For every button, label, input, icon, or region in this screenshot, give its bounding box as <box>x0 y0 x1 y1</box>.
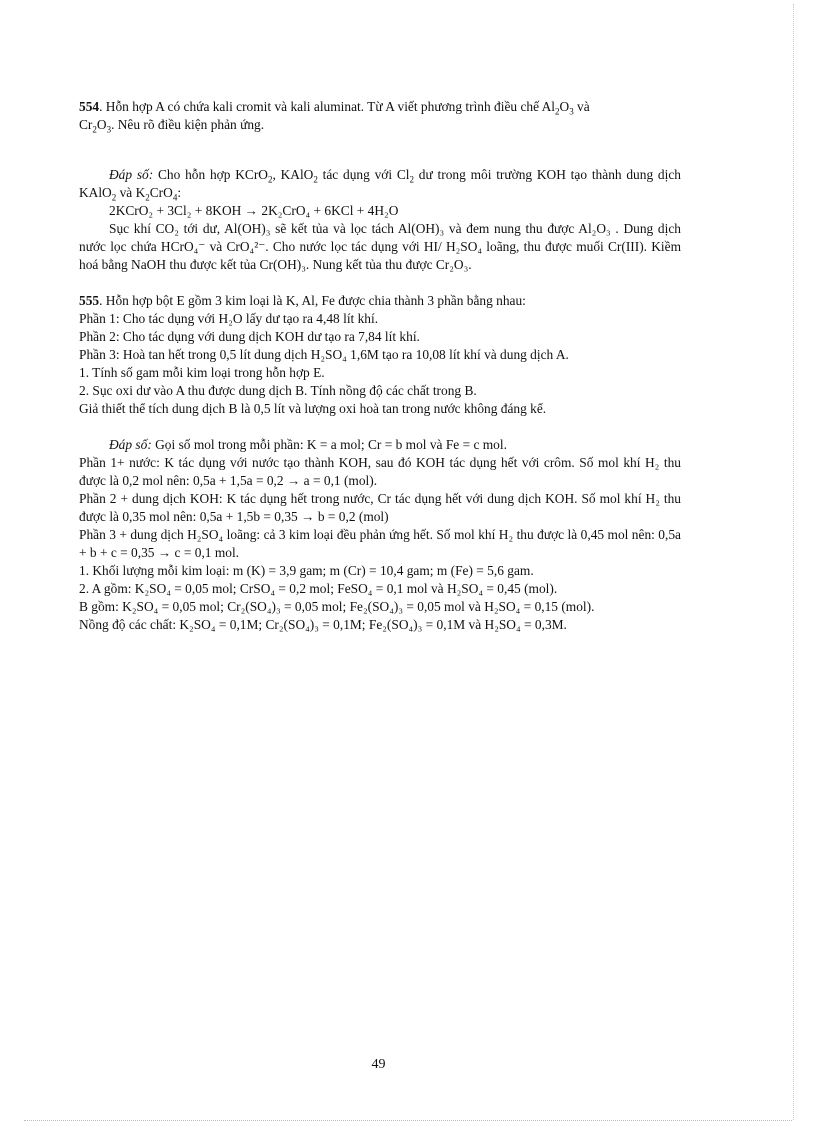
answer-text: Cho hỗn hợp KCrO <box>153 167 268 182</box>
answer-text: tác dụng với Cl <box>317 167 410 182</box>
problem-text: . Hỗn hợp bột E gồm 3 kim loại là K, Al, Fe được chia thành 3 phần bằng nhau: <box>99 293 526 308</box>
answer-555-line: 2. A gồm: K₂SO₄ = 0,05 mol; CrSO₄ = 0,2 mol; FeSO₄ = 0,1 mol và H₂SO₄ = 0,45 (mol). <box>79 581 558 596</box>
answer-555-line: Phần 3 + dung dịch H₂SO₄ loãng: cả 3 kim loại đều phản ứng hết. Số mol khí H₂ thu được là 0,45 mol nên: 0,5a + b + c = 0,35 → c = 0,1 mol. <box>79 527 681 560</box>
answer-554-intro: Đáp số: Cho hỗn hợp KCrO$_2$, KAlO$_2$ tác dụng với $Cl_2$ dư trong môi trường KOH tạo thành dung dịch KAlO$_2$ và $K_2CrO_4$: <box>79 167 681 203</box>
problem-text-tail: và <box>573 99 590 114</box>
answer-text: và K <box>116 185 146 200</box>
problem-554-statement: 554. Hỗn hợp A có chứa kali cromit và kali aluminat. Từ A viết phương trình điều chế $Al_2O_3$ và $Cr_2O_3$. Nêu rõ điều kiện phản ứng. <box>79 99 590 135</box>
problem-555-statement-line: Phần 3: Hoà tan hết trong 0,5 lít dung dịch H₂SO₄ 1,6M tạo ra 10,08 lít khí và dung dịch A. <box>79 347 569 362</box>
page-number: 49 <box>371 1057 386 1072</box>
page-edge-bottom <box>24 1120 792 1121</box>
answer-555-line: B gồm: K₂SO₄ = 0,05 mol; Cr₂(SO₄)₃ = 0,05 mol; Fe₂(SO₄)₃ = 0,05 mol và H₂SO₄ = 0,15 (mol). <box>79 599 595 614</box>
problem-555-statement-line: 1. Tính số gam mỗi kim loại trong hỗn hợp E. <box>79 365 325 380</box>
problem-text-line2: . Nêu rõ điều kiện phản ứng. <box>111 117 265 132</box>
answer-555-intro <box>79 436 681 454</box>
answer-text: , KAlO <box>272 167 314 182</box>
reaction-equation: 2KCrO₂ + 3Cl₂ + 8KOH → 2K₂CrO₄ + 6KCl + 4H₂O <box>109 203 399 218</box>
page-content <box>79 98 681 634</box>
problem-555-statement-line <box>79 292 681 310</box>
answer-555-line: Phần 1+ nước: K tác dụng với nước tạo thành KOH, sau đó KOH tác dụng hết với crôm. Số mol khí H₂ thu được là 0,2 mol nên: 0,5a + 1,5a = 0,2 → a = 0,1 (mol). <box>79 455 681 488</box>
problem-555-statement-line: 2. Sục oxi dư vào A thu được dung dịch B. Tính nồng độ các chất trong B. <box>79 383 477 398</box>
problem-555-statement-line: Phần 2: Cho tác dụng với dung dịch KOH dư tạo ra 7,84 lít khí. <box>79 329 420 344</box>
problem-number: 555 <box>79 293 100 308</box>
problem-555-statement-line: Phần 1: Cho tác dụng với H₂O lấy dư tạo ra 4,48 lít khí. <box>79 311 379 326</box>
answer-label: Đáp số: <box>109 437 152 452</box>
problem-555-statement-line: Giả thiết thể tích dung dịch B là 0,5 lít và lượng oxi hoà tan trong nước không đáng kể. <box>79 401 547 416</box>
answer-555-line: Phần 2 + dung dịch KOH: K tác dụng hết trong nước, Cr tác dụng hết với dung dịch KOH. Số mol khí H₂ thu được là 0,35 mol nên: 0,5a + 1,5b = 0,35 → b = 0,2 (mol) <box>79 491 681 524</box>
problem-number: 554 <box>79 99 100 114</box>
answer-label: Đáp số: <box>109 167 154 182</box>
answer-text: dư trong môi trường KOH tạo thành dung dịch KAlO <box>79 167 681 200</box>
answer-text: Gọi số mol trong mỗi phần: K = a mol; Cr = b mol và Fe = c mol. <box>151 437 507 452</box>
answer-554-paragraph: Sục khí CO₂ tới dư, Al(OH)₃ sẽ kết tủa và lọc tách Al(OH)₃ và đem nung thu được Al₂O₃ . Dung dịch nước lọc chứa HCrO₄⁻ và CrO₄²⁻. Cho nước lọc tác dụng với HI/ H₂SO₄ loãng, thu được muối Cr(III). Kiềm hoá bằng NaOH thu được kết tủa Cr(OH)₃. Nung kết tủa thu được Cr₂O₃. <box>79 221 681 272</box>
answer-555-line: Nồng độ các chất: K₂SO₄ = 0,1M; Cr₂(SO₄)₃ = 0,1M; Fe₂(SO₄)₃ = 0,1M và H₂SO₄ = 0,3M. <box>79 617 567 632</box>
problem-text: . Hỗn hợp A có chứa kali cromit và kali aluminat. Từ A viết phương trình điều chế Al <box>99 99 556 114</box>
answer-555-line: 1. Khối lượng mỗi kim loại: m (K) = 3,9 gam; m (Cr) = 10,4 gam; m (Fe) = 5,6 gam. <box>79 563 534 578</box>
page-edge-right <box>793 4 794 1120</box>
